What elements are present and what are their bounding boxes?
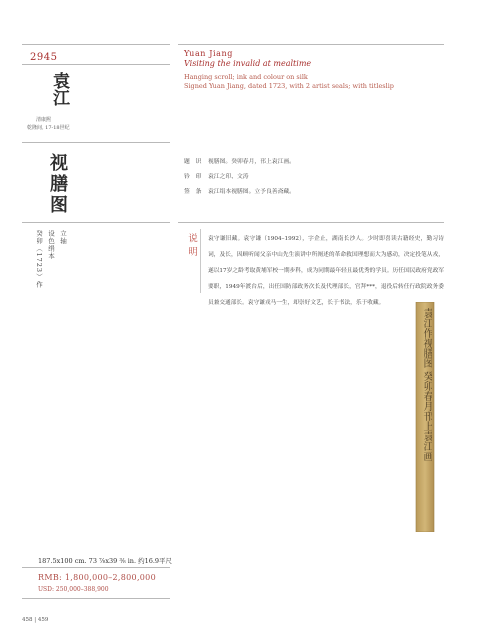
info-value: 视膳图。癸卯春月，邗上袁江画。 (208, 159, 295, 165)
info-value: 袁江之印、文涛 (208, 174, 249, 180)
estimate-rmb: RMB: 1,800,000–2,800,000 (38, 573, 156, 582)
info-titleslip (184, 186, 295, 195)
desc-date: 癸卯（1723）作 (35, 230, 43, 289)
info-key: 题 识 (184, 159, 202, 165)
medium-en: Hanging scroll; ink and colour on silk (184, 73, 308, 81)
desc-format: 立轴 (59, 230, 67, 245)
title-rule (22, 142, 170, 143)
artist-name-en: Yuan Jiang (184, 49, 234, 58)
size-rule (22, 567, 170, 568)
note-body: 袁守谦旧藏。袁守谦（1904–1992），字企止，湖南长沙人。少时即喜读古籍经史，勤习诗词，及长，因顾听闻父亲中山先生演讲中所阐述的革命救国理想而大为感动，决定投笔从戎，遂以17岁之龄考取黄埔军校一期步科，成为同期最年轻且最优秀的学员。历任国民政府党政军要职，1949年渡台后，出任国防部政务次长及代理部长，官拜***，退役后转任行政院政务委员兼交通部长。袁守谦戎马一生，却崇好文艺，长于书法，乐于收藏。 (208, 236, 444, 306)
desc-medium: 设色绢本 (47, 230, 55, 260)
desc-rule (22, 222, 170, 223)
lot-rule (22, 64, 170, 65)
info-seals (184, 171, 249, 180)
info-key: 钤 印 (184, 174, 202, 180)
info-value: 袁江绢本视膳图。立予良善斋藏。 (208, 189, 295, 195)
note-rule (178, 222, 444, 223)
signature-en: Signed Yuan Jiang, dated 1723, with 2 artist seals; with titleslip (184, 82, 394, 90)
estimate-usd: USD: 250,000–388,900 (38, 586, 109, 593)
artist-dates-line1: 清康熙 (36, 117, 52, 123)
price-rule (22, 598, 170, 599)
top-rule-right (178, 44, 444, 45)
painting-title-cn: 视膳图 (47, 153, 68, 216)
note-label: 说明 (186, 233, 197, 260)
note-divider (200, 229, 201, 293)
artist-name-cn: 袁江 (49, 72, 69, 106)
info-key: 签 条 (184, 189, 202, 195)
titleslip-inscription: 袁江作视膳图 癸卯春月邗上袁江画 (421, 308, 432, 462)
titleslip-image (414, 302, 436, 532)
info-inscription (184, 156, 295, 165)
artist-dates-line2: 乾隆间, 17-18世纪 (27, 125, 70, 131)
dimensions: 187.5x100 cm. 73 ⅞x39 ⅜ in. 约16.9平尺 (38, 557, 173, 565)
painting-title-en: Visiting the invalid at mealtime (184, 59, 312, 68)
top-rule-left (22, 44, 170, 45)
page-numbers: 458 | 459 (22, 617, 49, 623)
lot-number: 2945 (30, 52, 58, 63)
